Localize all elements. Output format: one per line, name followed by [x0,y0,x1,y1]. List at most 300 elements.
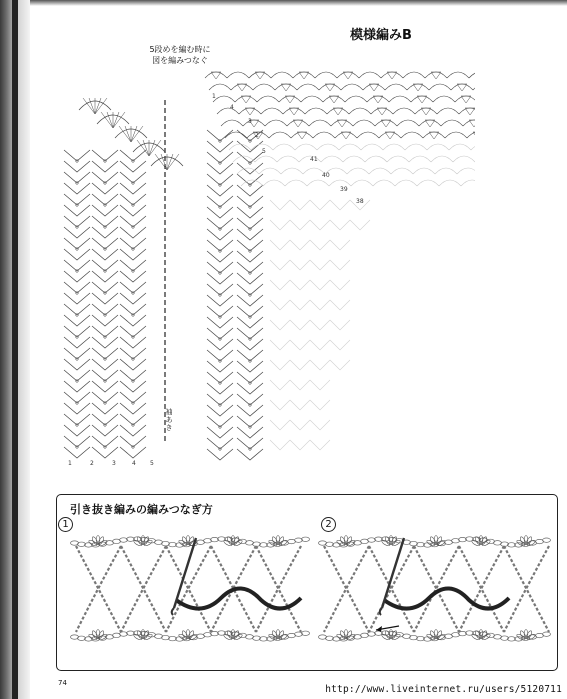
shell-stitch [167,154,179,170]
lace-mesh-stroke [92,172,118,194]
lace-mesh-stroke [237,218,263,240]
triangle-motif [343,72,353,79]
yoke-arc [387,156,409,162]
yoke-arc [449,144,471,150]
hook-tip [380,608,382,615]
faint-mesh [310,240,330,250]
yoke-arc [225,132,247,138]
yoke-arc [265,120,287,126]
shell-stitch [89,98,95,114]
faint-mesh [290,260,310,270]
lace-mesh-stroke [207,306,233,328]
lace-mesh-stroke [207,218,233,240]
row-number: 4 [132,460,136,467]
shell-stitch [101,112,113,128]
yoke-arc [269,132,291,138]
lace-mesh-stroke [237,284,263,306]
triangle-motif [417,96,427,103]
yoke-arc [335,132,357,138]
shell-stitch [113,112,119,128]
yoke-arc [263,180,285,186]
triangle-motif [413,84,423,91]
yoke-arc [327,108,349,114]
yoke-arc [249,72,271,78]
shell-stitch [95,98,107,114]
book-spine-shadow [0,0,30,699]
lace-mesh-stroke [237,306,263,328]
chart-row-number: 1 [212,93,216,100]
chart-row-number: 2 [255,132,259,139]
lace-mesh-stroke [207,130,233,152]
yoke-arc [425,72,447,78]
yoke-arc [337,72,359,78]
yoke-arc [221,120,243,126]
faint-mesh [290,400,310,410]
yoke-arc [229,144,251,150]
lace-mesh-stroke [64,370,90,392]
yoke-arc [319,84,341,90]
faint-mesh [270,400,290,410]
yoke-arc [379,132,401,138]
lace-mesh-stroke [237,174,263,196]
yoke-arc [385,84,407,90]
lace-mesh-stroke [92,326,118,348]
faint-mesh [290,240,310,250]
yoke-arc [461,180,475,186]
faint-mesh [290,280,310,290]
lace-mesh-stroke [120,436,146,458]
yoke-arc [313,132,335,138]
shell-stitch [113,112,125,128]
row-number: 1 [68,460,72,467]
yoke-arc [409,156,431,162]
yoke-arc [453,156,475,162]
triangle-motif [373,96,383,103]
faint-mesh [310,440,330,450]
yoke-arc [235,96,257,102]
shell-stitch [149,140,155,156]
yoke-arc [323,96,345,102]
lace-mesh-stroke [120,348,146,370]
yoke-arc [359,72,381,78]
yoke-arc [403,72,425,78]
yoke-arc [297,84,319,90]
lace-mesh-stroke [120,172,146,194]
chain-loop [302,631,310,635]
yoke-arc [315,72,337,78]
chart-row-number: 41 [310,156,318,163]
lace-mesh-stroke [237,240,263,262]
chart-row-number: 38 [356,198,364,205]
lace-mesh-stroke [120,150,146,172]
lace-mesh-stroke [92,260,118,282]
hook-tip [172,608,174,615]
triangle-motif [341,132,351,139]
yoke-arc [407,84,429,90]
yoke-arc [405,144,427,150]
lace-mesh-stroke [207,350,233,372]
yoke-arc [347,168,369,174]
yoke-arc [291,132,313,138]
yoke-arc [353,120,375,126]
yoke-arc [343,156,365,162]
triangle-motif [281,84,291,91]
lace-mesh-stroke [92,304,118,326]
yoke-arc [383,144,405,150]
triangle-motif [381,120,391,127]
lace-mesh-stroke [237,394,263,416]
triangle-motif [325,84,335,91]
yoke-arc [361,144,383,150]
lace-mesh-stroke [120,282,146,304]
lace-mesh-stroke [237,372,263,394]
lace-mesh-stroke [207,438,233,460]
shell-stitch [143,140,149,156]
chart-row-number: 4 [230,104,234,111]
shell-stitch [131,126,137,142]
yoke-arc [275,84,297,90]
step-1-marker: 1 [58,517,73,532]
note-line-1: 5段めを編む時に [149,45,211,54]
lace-mesh-stroke [92,348,118,370]
faint-mesh [270,420,290,430]
yoke-arc [371,108,393,114]
triangle-motif [245,108,255,115]
lace-mesh-stroke [120,216,146,238]
lace-mesh-stroke [92,282,118,304]
faint-mesh [310,320,330,330]
triangle-motif [289,108,299,115]
joining-strand [176,588,301,608]
shell-stitch [107,112,113,128]
lace-mesh-stroke [120,238,146,260]
yoke-arc [349,108,371,114]
lace-mesh-stroke [237,196,263,218]
yoke-arc [285,180,307,186]
step-2-marker: 2 [321,517,336,532]
note-line-2: 図を編みつなぐ [152,56,208,65]
yoke-arc [321,156,343,162]
lace-mesh-stroke [64,172,90,194]
chain-loop [302,537,310,541]
faint-mesh [290,440,310,450]
shell-stitch [125,126,131,142]
triangle-motif [465,108,475,115]
lace-mesh-stroke [64,260,90,282]
yoke-arc [261,108,283,114]
yoke-arc [419,120,441,126]
faint-mesh [270,300,290,310]
faint-mesh [270,200,290,210]
triangle-motif [377,108,387,115]
yoke-arc [427,144,449,150]
shell-stitch [83,98,95,114]
yoke-arc [295,144,317,150]
chart-row-number: 5 [262,148,266,155]
chart-row-number: 40 [322,172,330,179]
yoke-arc [395,180,417,186]
lace-mesh-stroke [92,238,118,260]
faint-mesh [330,200,350,210]
triangle-motif [299,72,309,79]
yoke-arc [283,108,305,114]
lace-mesh-stroke [207,196,233,218]
yoke-arc [393,108,415,114]
yoke-arc [317,144,339,150]
lace-mesh-stroke [64,282,90,304]
triangle-motif [387,72,397,79]
lace-mesh-stroke [120,414,146,436]
yoke-arc [205,72,227,78]
lace-mesh-stroke [64,238,90,260]
lace-mesh-stroke [64,414,90,436]
shell-stitch [131,126,143,142]
faint-mesh [310,360,330,370]
triangle-motif [385,132,395,139]
yoke-arc [345,96,367,102]
lace-mesh-stroke [64,304,90,326]
lace-mesh-stroke [237,350,263,372]
shell-stitch [149,140,161,156]
triangle-motif [369,84,379,91]
yoke-arc [233,156,255,162]
yoke-arc [413,168,435,174]
shell-stitch [167,154,173,170]
lace-mesh-stroke [207,328,233,350]
lace-mesh-stroke [64,326,90,348]
page-number: 74 [58,679,67,687]
faint-mesh [290,340,310,350]
row-number: 5 [150,460,154,467]
faint-mesh [310,220,330,230]
chart-row-number: 3 [248,118,252,125]
faint-mesh [290,300,310,310]
faint-mesh [290,320,310,330]
yoke-arc [441,120,463,126]
yoke-arc [439,180,461,186]
sleeve-opening-label [163,408,175,432]
faint-mesh [310,200,330,210]
yoke-arc [369,168,391,174]
lace-mesh-stroke [64,216,90,238]
faint-mesh [270,240,290,250]
sleeve-label-char-2: あき [165,416,173,432]
lace-mesh-stroke [92,216,118,238]
faint-mesh [330,240,350,250]
lace-mesh-stroke [237,262,263,284]
row-number: 3 [112,460,116,467]
yoke-arc [415,108,437,114]
faint-mesh [270,260,290,270]
crochet-chart-diagram [55,50,475,470]
yoke-arc [389,96,411,102]
yoke-arc [357,132,379,138]
lace-mesh-stroke [92,414,118,436]
yoke-arc [243,120,265,126]
yoke-arc [423,132,445,138]
yoke-arc [239,108,261,114]
faint-mesh [310,260,330,270]
yoke-arc [397,120,419,126]
yoke-arc [341,84,363,90]
yoke-arc [401,132,423,138]
triangle-motif [421,108,431,115]
yoke-arc [463,120,475,126]
faint-mesh [330,300,350,310]
yoke-arc [431,156,453,162]
triangle-motif [425,120,435,127]
lace-mesh-stroke [237,328,263,350]
lace-mesh-stroke [207,372,233,394]
triangle-motif [293,120,303,127]
lace-mesh-stroke [64,392,90,414]
yoke-arc [433,96,455,102]
faint-mesh [310,300,330,310]
triangle-motif [241,96,251,103]
lace-mesh-stroke [207,284,233,306]
faint-mesh [270,440,290,450]
lace-mesh-stroke [237,416,263,438]
faint-mesh [290,420,310,430]
lace-mesh-stroke [207,152,233,174]
faint-mesh [330,220,350,230]
faint-mesh [270,320,290,330]
pattern-title: 模様編みB [350,28,412,43]
triangle-motif [337,120,347,127]
yoke-arc [277,156,299,162]
yoke-arc [445,132,467,138]
triangle-motif [285,96,295,103]
yoke-arc [293,72,315,78]
faint-mesh [290,220,310,230]
triangle-motif [431,72,441,79]
faint-mesh [270,220,290,230]
bottom-row-numbers [68,460,168,480]
faint-mesh [270,360,290,370]
lace-mesh-stroke [64,436,90,458]
faint-mesh [350,220,370,230]
yoke-arc [339,144,361,150]
yoke-arc [255,156,277,162]
yoke-arc [471,144,475,150]
triangle-motif [457,84,467,91]
faint-mesh [310,340,330,350]
yoke-arc [363,84,385,90]
yoke-arc [209,84,231,90]
shell-stitch [137,140,149,156]
yoke-arc [213,96,235,102]
yoke-arc [435,168,457,174]
shell-stitch [119,126,131,142]
faint-mesh [270,340,290,350]
triangle-motif [333,108,343,115]
yoke-arc [287,120,309,126]
faint-mesh [290,200,310,210]
yoke-arc [469,72,475,78]
yoke-arc [307,180,329,186]
yoke-arc [279,96,301,102]
chain-loop [543,632,551,636]
row-number: 2 [90,460,94,467]
lace-mesh-stroke [237,438,263,460]
faint-mesh [290,360,310,370]
crochet-hook [174,538,196,608]
lace-mesh-stroke [207,174,233,196]
triangle-motif [329,96,339,103]
lace-mesh-stroke [120,392,146,414]
lace-mesh-stroke [64,150,90,172]
yoke-arc [217,108,239,114]
faint-mesh [330,320,350,330]
yoke-arc [271,72,293,78]
yoke-arc [411,96,433,102]
yoke-arc [429,84,451,90]
lace-mesh-stroke [92,436,118,458]
yoke-arc [231,84,253,90]
yoke-arc [257,96,279,102]
lace-mesh-stroke [92,194,118,216]
triangle-motif [237,84,247,91]
joining-illustration-step-2 [314,528,554,663]
lace-mesh-stroke [120,260,146,282]
lace-mesh-stroke [120,194,146,216]
lace-mesh-stroke [120,326,146,348]
lace-mesh-stroke [207,240,233,262]
yoke-arc [301,96,323,102]
faint-mesh [310,280,330,290]
triangle-motif [469,120,475,127]
faint-mesh [310,380,330,390]
faint-mesh [290,380,310,390]
yoke-arc [305,108,327,114]
yoke-arc [417,180,439,186]
lace-mesh-stroke [92,370,118,392]
triangle-motif [429,132,439,139]
faint-mesh [310,400,330,410]
shell-stitch [95,98,101,114]
yoke-arc [455,96,475,102]
yoke-arc [365,156,387,162]
triangle-motif [211,72,221,79]
yoke-arc [253,84,275,90]
lace-mesh-stroke [207,394,233,416]
yoke-arc [473,84,475,90]
faint-mesh [330,280,350,290]
joining-illustration-step-1 [66,528,312,663]
lace-mesh-stroke [92,150,118,172]
lace-mesh-stroke [64,348,90,370]
triangle-motif [297,132,307,139]
chart-row-number: 39 [340,186,348,193]
yoke-arc [391,168,413,174]
yoke-arc [451,84,473,90]
lace-mesh-stroke [207,262,233,284]
shell-stitch [161,154,167,170]
lace-mesh-stroke [120,370,146,392]
yoke-arc [309,120,331,126]
yoke-arc [447,72,469,78]
yoke-arc [457,168,475,174]
faint-mesh [330,360,350,370]
faint-mesh [330,260,350,270]
yoke-arc [273,144,295,150]
lace-mesh-stroke [120,304,146,326]
yoke-arc [437,108,459,114]
joining-method-title: 引き抜き編みの編みつなぎ方 [70,503,213,516]
yoke-arc [351,180,373,186]
triangle-motif [461,96,471,103]
yoke-arc [373,180,395,186]
